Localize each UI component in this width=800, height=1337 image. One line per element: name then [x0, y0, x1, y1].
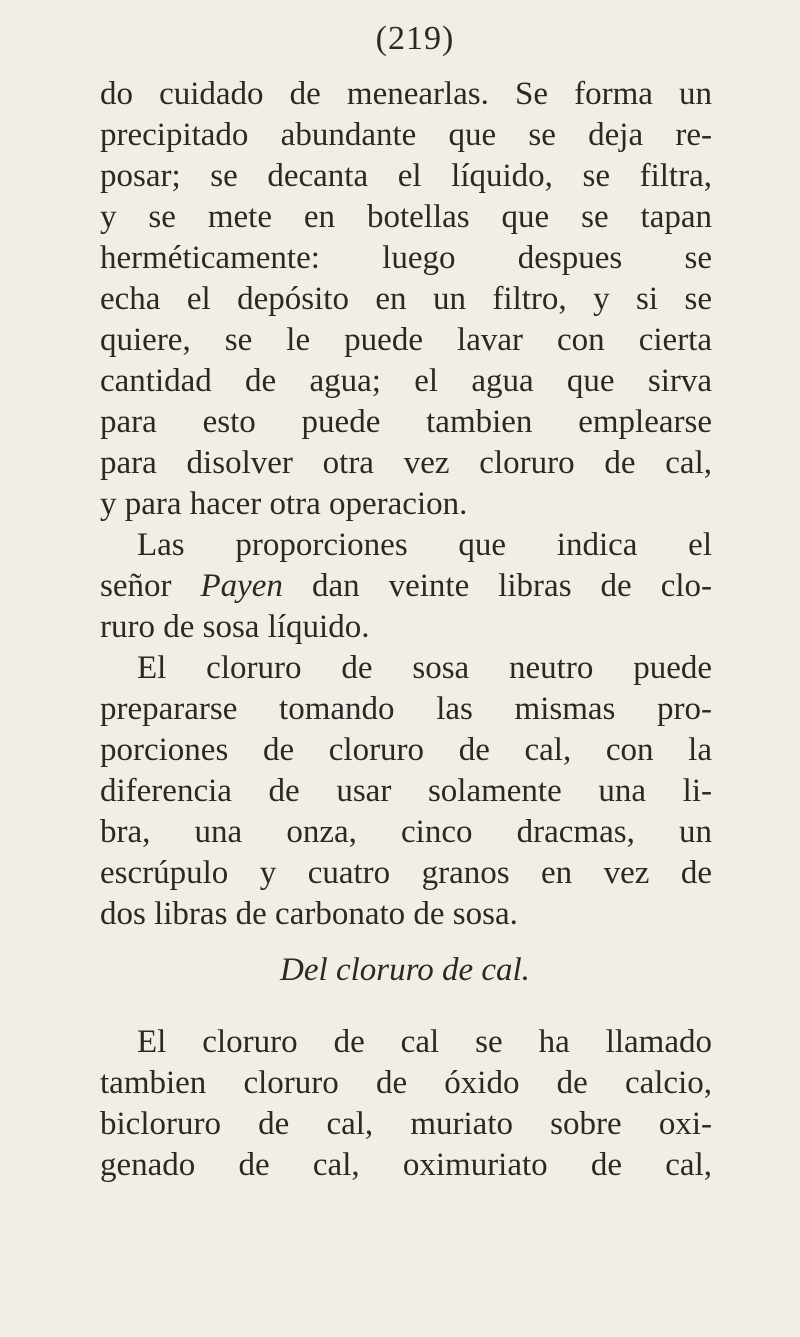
text-line: porciones de cloruro de cal, con la [100, 732, 712, 768]
text-line: y para hacer otra operacion. [100, 486, 468, 522]
text-line: ruro de sosa líquido. [100, 609, 370, 645]
text-line: dos libras de carbonato de sosa. [100, 896, 518, 932]
text-line: herméticamente: luego despues se [100, 240, 712, 276]
text-line: do cuidado de menearlas. Se forma un [100, 76, 712, 112]
text-line: prepararse tomando las mismas pro- [100, 691, 712, 727]
text-line: bra, una onza, cinco dracmas, un [100, 814, 712, 850]
text-line: cantidad de agua; el agua que sirva [100, 363, 712, 399]
text-line: echa el depósito en un filtro, y si se [100, 281, 712, 317]
text-line: precipitado abundante que se deja re- [100, 117, 712, 153]
page-number: (219) [375, 20, 455, 57]
text-line: El cloruro de cal se ha llamado [137, 1024, 712, 1060]
text-line: para disolver otra vez cloruro de cal, [100, 445, 712, 481]
text-segment: dan veinte libras de clo- [282, 568, 712, 604]
text-line [100, 566, 712, 607]
text-line: bicloruro de cal, muriato sobre oxi- [100, 1106, 712, 1142]
text-segment: señor [100, 568, 201, 604]
text-line: diferencia de usar solamente una li- [100, 773, 712, 809]
text-line: genado de cal, oximuriato de cal, [100, 1147, 712, 1183]
text-line: tambien cloruro de óxido de calcio, [100, 1065, 712, 1101]
text-line: El cloruro de sosa neutro puede [137, 650, 712, 686]
text-line: escrúpulo y cuatro granos en vez de [100, 855, 712, 891]
text-line: quiere, se le puede lavar con cierta [100, 322, 712, 358]
body-text-section-1 [100, 74, 712, 935]
text-line: posar; se decanta el líquido, se filtra, [100, 158, 712, 194]
section-heading: Del cloruro de cal. [280, 952, 530, 988]
body-text-section-2 [100, 1022, 712, 1186]
text-line: y se mete en botellas que se tapan [100, 199, 712, 235]
text-line: Las proporciones que indica el [137, 527, 712, 563]
text-line: para esto puede tambien emplearse [100, 404, 712, 440]
italic-name: Payen [200, 568, 283, 604]
